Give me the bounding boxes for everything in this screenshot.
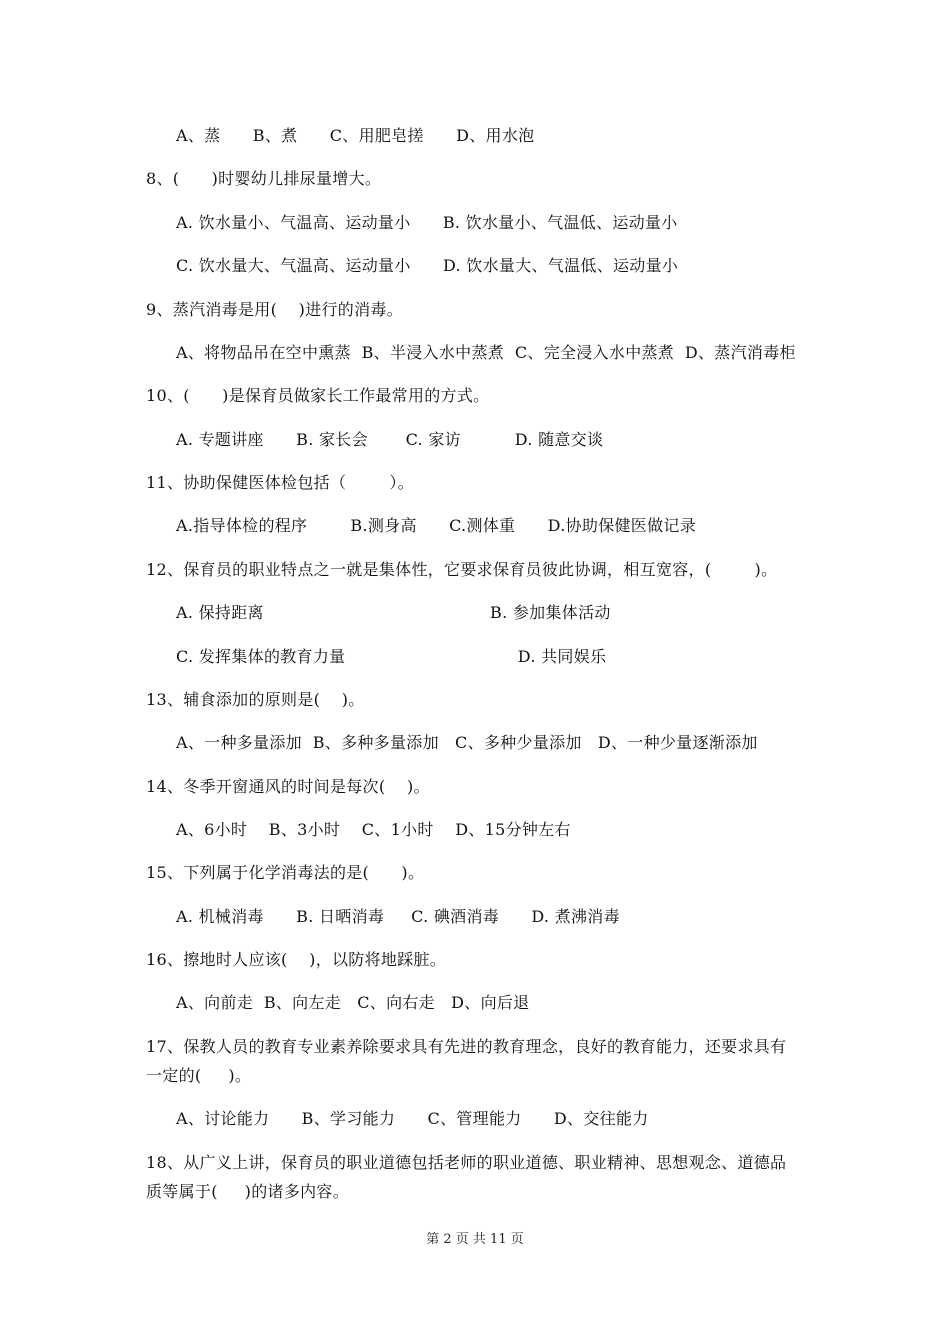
q14-options: A、6小时 B、3小时 C、1小时 D、15分钟左右 bbox=[176, 820, 571, 839]
q15-stem: 15、下列属于化学消毒法的是( )。 bbox=[146, 863, 425, 882]
q8-options-ab: A. 饮水量小、气温高、运动量小 B. 饮水量小、气温低、运动量小 bbox=[176, 213, 678, 232]
q16-options: A、向前走 B、向左走 C、向右走 D、向后退 bbox=[176, 993, 530, 1012]
q17-stem-line2: 一定的( )。 bbox=[146, 1066, 252, 1085]
q12-options-cd: C. 发挥集体的教育力量 D. 共同娱乐 bbox=[176, 647, 607, 666]
q10-options: A. 专题讲座 B. 家长会 C. 家访 D. 随意交谈 bbox=[176, 430, 604, 449]
q7-options: A、蒸 B、煮 C、用肥皂搓 D、用水泡 bbox=[176, 126, 535, 145]
q17-stem-line1: 17、保教人员的教育专业素养除要求具有先进的教育理念，良好的教育能力，还要求具有 bbox=[146, 1037, 787, 1056]
q13-stem: 13、辅食添加的原则是( )。 bbox=[146, 690, 365, 709]
q12-options-ab: A. 保持距离 B. 参加集体活动 bbox=[176, 603, 611, 622]
q10-stem: 10、( )是保育员做家长工作最常用的方式。 bbox=[146, 386, 490, 405]
q9-stem: 9、蒸汽消毒是用( )进行的消毒。 bbox=[146, 300, 404, 319]
q12-stem: 12、保育员的职业特点之一就是集体性，它要求保育员彼此协调，相互宽容，( )。 bbox=[146, 560, 778, 579]
q13-options: A、一种多量添加 B、多种多量添加 C、多种少量添加 D、一种少量逐渐添加 bbox=[176, 733, 758, 752]
q14-stem: 14、冬季开窗通风的时间是每次( )。 bbox=[146, 777, 430, 796]
q18-stem-line2: 质等属于( )的诸多内容。 bbox=[146, 1182, 350, 1201]
q8-options-cd: C. 饮水量大、气温高、运动量小 D. 饮水量大、气温低、运动量小 bbox=[176, 256, 679, 275]
q8-stem: 8、( )时婴幼儿排尿量增大。 bbox=[146, 169, 382, 188]
q18-stem-line1: 18、从广义上讲，保育员的职业道德包括老师的职业道德、职业精神、思想观念、道德品 bbox=[146, 1153, 787, 1172]
page-footer: 第 2 页 共 11 页 bbox=[426, 1232, 524, 1247]
q15-options: A. 机械消毒 B. 日晒消毒 C. 碘酒消毒 D. 煮沸消毒 bbox=[176, 907, 620, 926]
q11-stem: 11、协助保健医体检包括（ ）。 bbox=[146, 473, 414, 492]
q11-options: A.指导体检的程序 B.测身高 C.测体重 D.协助保健医做记录 bbox=[176, 516, 697, 535]
q9-options: A、将物品吊在空中熏蒸 B、半浸入水中蒸煮 C、完全浸入水中蒸煮 D、蒸汽消毒柜 bbox=[176, 343, 796, 362]
q16-stem: 16、擦地时人应该( )，以防将地踩脏。 bbox=[146, 950, 447, 969]
q17-options: A、讨论能力 B、学习能力 C、管理能力 D、交往能力 bbox=[176, 1109, 649, 1128]
